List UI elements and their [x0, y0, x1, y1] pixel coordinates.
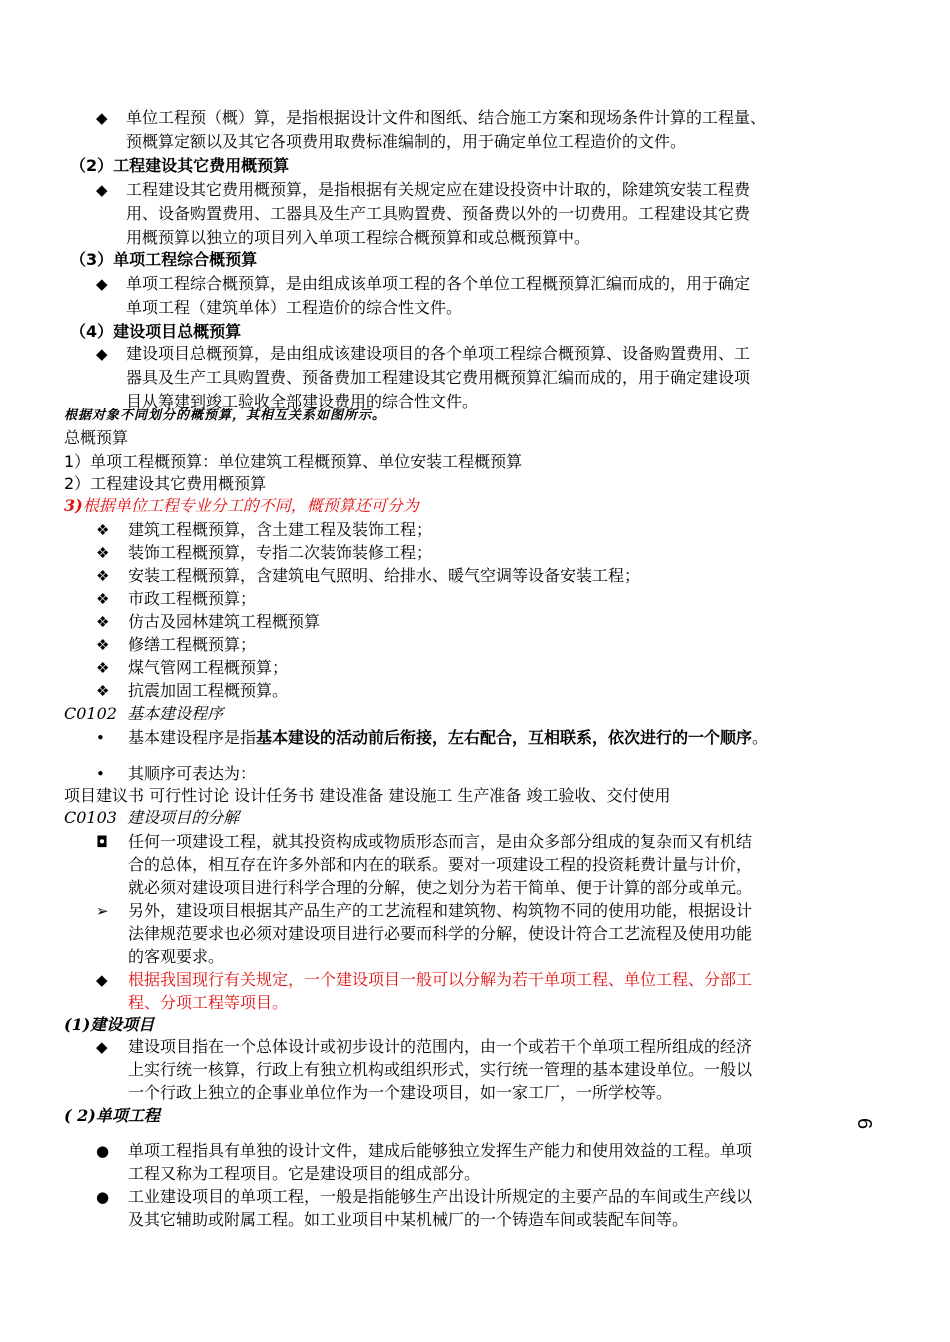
clover-bullet-icon: ❖	[96, 682, 110, 700]
clover-bullet-icon: ❖	[96, 636, 110, 654]
zong-item-3	[64, 494, 419, 518]
p1b-line-1: 建设项目指在一个总体设计或初步设计的范围内，由一个或若干个单项工程所组成的经济	[128, 1037, 753, 1056]
diamond-bullet-icon: ◆	[96, 275, 108, 293]
d3-line-1: 根据我国现行有关规定，一个建设项目一般可以分解为若干单项工程、单位工程、分部工	[128, 970, 753, 989]
s4-line-3: 目从筹建到竣工验收全部建设费用的综合性文件。	[126, 392, 479, 411]
zong-item-2: 2）工程建设其它费用概预算	[64, 474, 267, 493]
c0103-code: C0103	[64, 808, 117, 827]
heading-2: （2）工程建设其它费用概预算	[70, 156, 290, 175]
d2-line-3: 的客观要求。	[128, 947, 225, 966]
clover-bullet-icon: ❖	[96, 521, 110, 539]
heading-4: （4）建设项目总概预算	[70, 322, 242, 341]
procedure-definition-suffix: 。	[752, 728, 769, 747]
relationship-note: 根据对象不同划分的概预算，其相互关系如图所示。	[64, 408, 387, 423]
p1-number: (1)	[64, 1015, 91, 1034]
diamond-bullet-icon: ◆	[96, 109, 108, 127]
list-item: 安装工程概预算，含建筑电气照明、给排水、暖气空调等设备安装工程；	[128, 566, 641, 585]
p2b2-line-2: 及其它辅助或附属工程。如工业项目中某机械厂的一个铸造车间或装配车间等。	[128, 1210, 689, 1229]
c0102-title: 基本建设程序	[127, 704, 224, 723]
list-item: 市政工程概预算；	[128, 589, 257, 608]
circle-bullet-icon: ●	[96, 1142, 110, 1160]
p1b-line-3: 一个行政上独立的企事业单位作为一个建设项目，如一家工厂，一所学校等。	[128, 1083, 673, 1102]
zong-item-3-number: 3)	[64, 496, 83, 515]
dot-bullet-icon: •	[96, 765, 105, 783]
list-item: 仿古及园林建筑工程概预算	[128, 612, 321, 631]
procedure-definition	[128, 726, 768, 750]
p1-heading	[64, 1013, 154, 1037]
s1-line-1: 单位工程预（概）算，是指根据设计文件和图纸、结合施工方案和现场条件计算的工程量、	[126, 108, 767, 127]
d1-line-3: 就必须对建设项目进行科学合理的分解，使之划分为若干简单、便于计算的部分或单元。	[128, 878, 753, 897]
c0103-heading	[64, 806, 239, 830]
clover-bullet-icon: ❖	[96, 590, 110, 608]
s3-line-1: 单项工程综合概预算，是由组成该单项工程的各个单位工程概预算汇编而成的，用于确定	[126, 274, 751, 293]
dot-bullet-icon: •	[96, 729, 105, 747]
zong-label: 总概预算	[64, 428, 129, 447]
procedure-definition-prefix: 基本建设程序是指	[128, 728, 257, 747]
s2-line-3: 用概预算以独立的项目列入单项工程综合概预算和或总概预算中。	[126, 228, 591, 247]
list-item: 装饰工程概预算，专指二次装饰装修工程；	[128, 543, 433, 562]
p2b1-line-1: 单项工程指具有单独的设计文件，建成后能够独立发挥生产能力和使用效益的工程。单项	[128, 1141, 753, 1160]
p2b2-line-1: 工业建设项目的单项工程，一般是指能够生产出设计所规定的主要产品的车间或生产线以	[128, 1187, 753, 1206]
procedure-sequence: 项目建议书 可行性讨论 设计任务书 建设准备 建设施工 生产准备 竣工验收、交付使用	[64, 786, 671, 805]
d3-line-2: 程、分项工程等项目。	[128, 993, 289, 1012]
p2b1-line-2: 工程又称为工程项目。它是建设项目的组成部分。	[128, 1164, 481, 1183]
d1-line-1: 任何一项建设工程，就其投资构成或物质形态而言，是由众多部分组成的复杂而又有机结	[128, 832, 753, 851]
p2-title: 单项工程	[95, 1106, 160, 1125]
diamond-bullet-icon: ◆	[96, 971, 108, 989]
p2-heading	[64, 1104, 160, 1128]
list-item: 抗震加固工程概预算。	[128, 681, 289, 700]
s3-line-2: 单项工程（建筑单体）工程造价的综合性文件。	[126, 298, 463, 317]
c0102-heading	[64, 702, 223, 726]
clover-bullet-icon: ❖	[96, 544, 110, 562]
s2-line-2: 用、设备购置费用、工器具及生产工具购置费、预备费以外的一切费用。工程建设其它费	[126, 204, 751, 223]
d2-line-2: 法律规范要求也必须对建设项目进行必要而科学的分解，使设计符合工艺流程及使用功能	[128, 924, 753, 943]
c0102-code: C0102	[64, 704, 117, 723]
diamond-bullet-icon: ◆	[96, 1038, 108, 1056]
square-bullet-icon: ◘	[96, 833, 108, 851]
page-number: 6	[853, 1117, 876, 1130]
arrow-bullet-icon: ➢	[96, 902, 109, 920]
circle-bullet-icon: ●	[96, 1188, 110, 1206]
diamond-bullet-icon: ◆	[96, 181, 108, 199]
s4-line-1: 建设项目总概预算，是由组成该建设项目的各个单项工程综合概预算、设备购置费用、工	[126, 344, 751, 363]
s2-line-1: 工程建设其它费用概预算，是指根据有关规定应在建设投资中计取的，除建筑安装工程费	[126, 180, 751, 199]
procedure-definition-emphasis: 基本建设的活动前后衔接，左右配合，互相联系，依次进行的一个顺序	[256, 728, 753, 747]
diamond-bullet-icon: ◆	[96, 345, 108, 363]
clover-bullet-icon: ❖	[96, 567, 110, 585]
p1-title: 建设项目	[90, 1015, 155, 1034]
list-item: 建筑工程概预算，含土建工程及装饰工程；	[128, 520, 433, 539]
zong-item-3-text: 根据单位工程专业分工的不同，概预算还可分为	[82, 496, 419, 515]
heading-3: （3）单项工程综合概预算	[70, 250, 258, 269]
list-item: 煤气管网工程概预算；	[128, 658, 289, 677]
list-item: 修缮工程概预算；	[128, 635, 257, 654]
clover-bullet-icon: ❖	[96, 613, 110, 631]
s1-line-2: 预概算定额以及其它各项费用取费标准编制的，用于确定单位工程造价的文件。	[126, 132, 687, 151]
s4-line-2: 器具及生产工具购置费、预备费加工程建设其它费用概预算汇编而成的，用于确定建设项	[126, 368, 751, 387]
d1-line-2: 合的总体，相互存在许多外部和内在的联系。要对一项建设工程的投资耗费计量与计价，	[128, 855, 753, 874]
d2-line-1: 另外，建设项目根据其产品生产的工艺流程和建筑物、构筑物不同的使用功能，根据设计	[128, 901, 753, 920]
p1b-line-2: 上实行统一核算，行政上有独立机构或组织形式，实行统一管理的基本建设单位。一般以	[128, 1060, 753, 1079]
clover-bullet-icon: ❖	[96, 659, 110, 677]
p2-number: ( 2)	[64, 1106, 96, 1125]
c0103-title: 建设项目的分解	[127, 808, 240, 827]
procedure-order-intro: 其顺序可表达为：	[128, 764, 257, 783]
zong-item-1: 1）单项工程概预算：单位建筑工程概预算、单位安装工程概预算	[64, 452, 523, 471]
